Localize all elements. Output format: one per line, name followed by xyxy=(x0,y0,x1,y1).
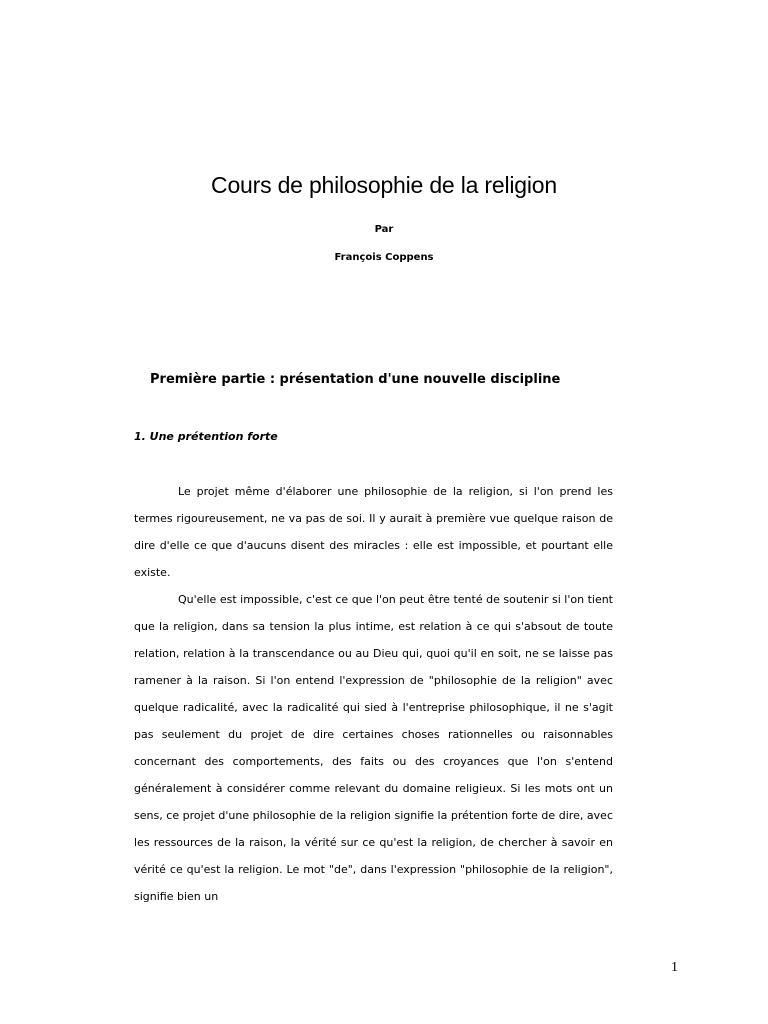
by-label: Par xyxy=(374,224,394,235)
body-text xyxy=(134,478,613,910)
part-heading: Première partie : présentation d'une nouvelle discipline xyxy=(150,372,561,387)
paragraph: Qu'elle est impossible, c'est ce que l'on peut être tenté de soutenir si l'on tient que la religion, dans sa tension la plus intime, est relation à ce qui s'absout de toute relation, relation à la transcendance ou au Dieu qui, quoi qu'il en soit, ne se laisse pas ramener à la raison. Si l'on entend l'expression de "philosophie de la religion" avec quelque radicalité, avec la radicalité qui sied à l'entreprise philosophique, il ne s'agit pas seulement du projet de dire certaines choses rationnelles ou raisonnables concernant des comportements, des faits ou des croyances que l'on s'entend généralement à considérer comme relevant du domaine religieux. Si les mots ont un sens, ce projet d'une philosophie de la religion signifie la prétention forte de dire, avec les ressources de la raison, la vérité sur ce qu'est la religion, de chercher à savoir en vérité ce qu'est la religion. Le mot "de", dans l'expression "philosophie de la religion", signifie bien un xyxy=(134,593,613,903)
document-title: Cours de philosophie de la religion xyxy=(211,172,557,198)
author-name: François Coppens xyxy=(334,252,434,263)
page-number: 1 xyxy=(671,960,678,975)
section-heading: 1. Une prétention forte xyxy=(134,430,278,443)
paragraph: Le projet même d'élaborer une philosophie de la religion, si l'on prend les termes rigoureusement, ne va pas de soi. Il y aurait à première vue quelque raison de dire d'elle ce que d'aucuns disent des miracles : elle est impossible, et pourtant elle existe. xyxy=(134,485,613,579)
